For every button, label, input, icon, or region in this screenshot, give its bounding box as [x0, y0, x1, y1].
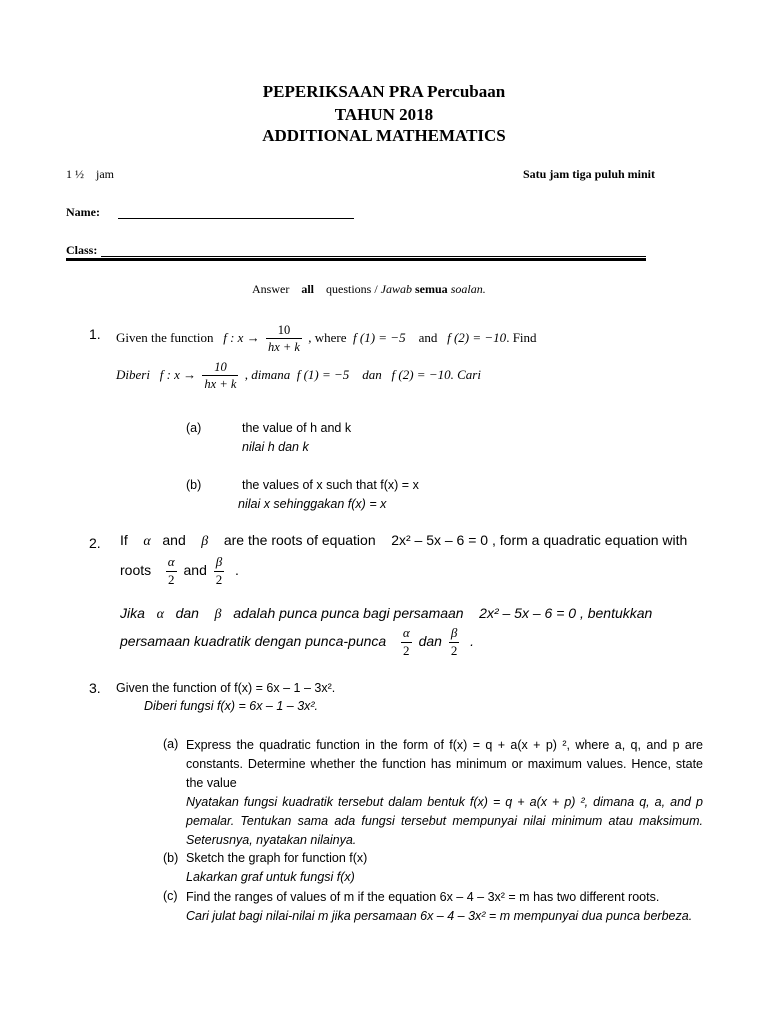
- q1-a-english: the value of h and k: [242, 421, 352, 435]
- class-label: Class:: [66, 243, 98, 257]
- q3-a-english: Express the quadratic function in the form of f(x) = q + a(x + p) ², where a, q, and p are constants. Determine whether the function has minimum or maximum values. Hence, state the value: [186, 738, 703, 790]
- q1-number: 1.: [89, 326, 101, 342]
- q2-malay-line2: persamaan kuadratik dengan punca-punca $\frac{\alpha}{2}$ dan $\frac{\beta}{2}$ .: [120, 625, 474, 658]
- exam-subject: ADDITIONAL MATHEMATICS: [262, 126, 506, 145]
- name-label: Name:: [66, 205, 100, 219]
- q3-malay-intro: Diberi fungsi f(x) = 6x – 1 – 3x².: [144, 699, 319, 713]
- q3-b-malay: Lakarkan graf untuk fungsi f(x): [186, 870, 355, 884]
- q3-english-intro: Given the function of f(x) = 6x – 1 – 3x².: [116, 681, 336, 695]
- q3-c-malay: Cari julat bagi nilai-nilai m jika persamaan 6x – 4 – 3x² = m mempunyai dua punca berbeza.: [186, 909, 693, 923]
- exam-title: PEPERIKSAAN PRA Percubaan: [262, 82, 506, 101]
- name-line: [118, 218, 354, 219]
- q1-a-malay: nilai h dan k: [242, 440, 309, 454]
- q3-b-english: Sketch the graph for function f(x): [186, 851, 368, 865]
- duration-right: Satu jam tiga puluh minit: [522, 167, 655, 181]
- duration-left: 1 ½ jam: [66, 167, 114, 181]
- q1-b-malay: nilai x sehinggakan f(x) = x: [238, 497, 387, 511]
- class-line: [101, 256, 646, 257]
- q2-english-line1: If α and β are the roots of equation 2x² – 5x – 6 = 0 , form a quadratic equation with: [120, 532, 688, 549]
- q2-malay-line1: Jika α dan β adalah punca punca bagi persamaan 2x² – 5x – 6 = 0 , bentukkan: [120, 605, 653, 622]
- q3-a-label: (a): [163, 737, 179, 751]
- q2-number: 2.: [89, 535, 101, 551]
- exam-year: TAHUN 2018: [334, 105, 434, 124]
- q1-b-label: (b): [186, 478, 202, 492]
- q1-a-label: (a): [186, 421, 202, 435]
- q1-b-english: the values of x such that f(x) = x: [242, 478, 419, 492]
- header-double-rule: [66, 258, 646, 261]
- q3-a-malay: Nyatakan fungsi kuadratik tersebut dalam bentuk f(x) = q + a(x + p) ², dimana q, a, and p pemalar. Tentukan sama ada fungsi tersebut mempunyai nilai minimum atau maksimum. Seterusnya, nyatakan nilainya.: [186, 795, 703, 847]
- q2-english-line2: roots $\frac{\alpha}{2}$ and $\frac{\beta}{2}$ .: [120, 554, 239, 587]
- q3-c-label: (c): [163, 889, 178, 903]
- q3-c-english: Find the ranges of values of m if the equation 6x – 4 – 3x² = m has two different roots.: [186, 890, 660, 904]
- q1-english-line: Given the function f : x → $\frac{10}{hx + k}$ , where f (1) = −5 and f (2) = −10. Find: [116, 323, 537, 355]
- q1-malay-line: Diberi f : x → $\frac{10}{hx + k}$ , dimana f (1) = −5 dan f (2) = −10. Cari: [116, 360, 481, 392]
- instruction: Answer all questions / Jawab semua soalan.: [252, 282, 486, 296]
- q3-number: 3.: [89, 680, 101, 696]
- q3-b-label: (b): [163, 851, 179, 865]
